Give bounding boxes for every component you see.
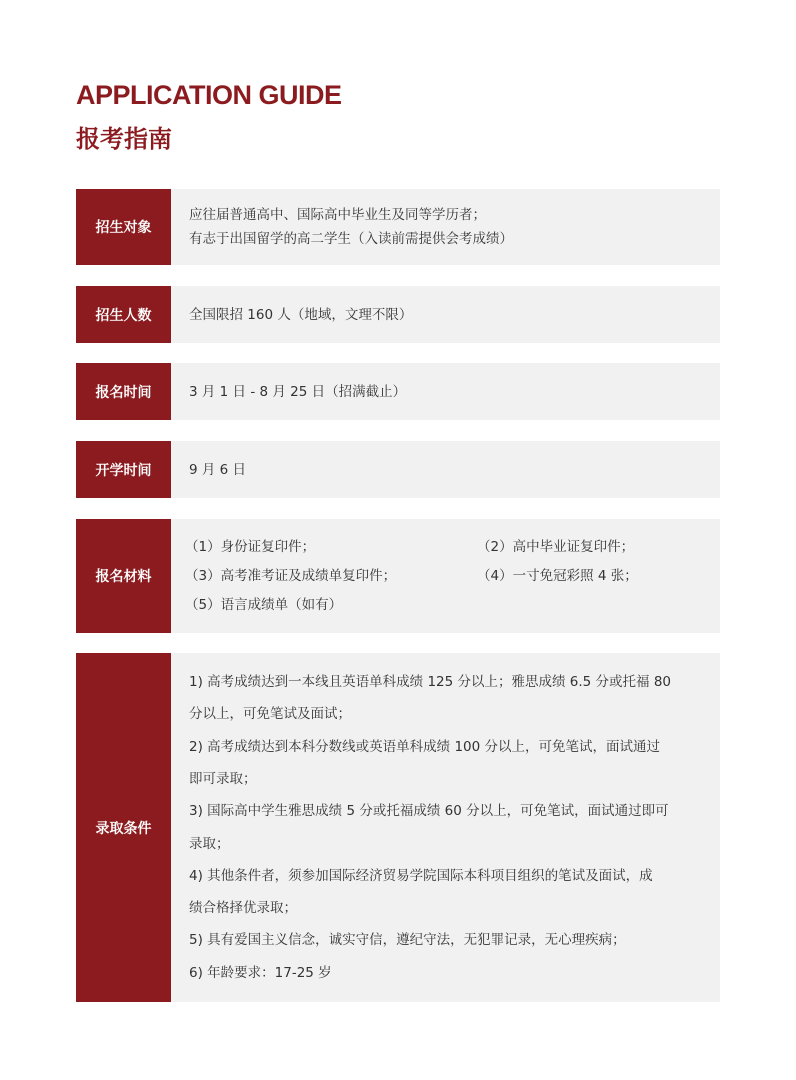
page-title-english: APPLICATION GUIDE [76,80,342,110]
requirement-line: 录取； [189,835,230,852]
requirement-line: 1) 高考成绩达到一本线且英语单科成绩 125 分以上；雅思成绩 6.5 分或托福 80 [189,674,672,691]
requirement-line: 2) 高考成绩达到本科分数线或英语单科成绩 100 分以上，可免笔试，面试通过 [189,738,660,755]
row-label: 开学时间 [76,441,171,498]
material-item: （4）一寸免冠彩照 4 张； [477,567,638,584]
requirement-line: 3) 国际高中学生雅思成绩 5 分或托福成绩 60 分以上，可免笔试，面试通过即可 [189,803,669,820]
row-text-line: 全国限招 160 人（地域，文理不限） [189,306,413,323]
row-label: 招生对象 [76,189,171,265]
requirement-line: 绩合格择优录取； [189,900,297,917]
requirement-line: 即可录取； [189,770,257,787]
row-text-line: 9 月 6 日 [189,461,247,478]
row-label: 录取条件 [76,653,171,1002]
row-content [171,189,720,265]
row-label: 报名时间 [76,363,171,420]
requirement-line: 5) 具有爱国主义信念，诚实守信，遵纪守法，无犯罪记录，无心理疾病； [189,932,626,949]
info-row-registration-period [76,363,720,420]
material-item: （5）语言成绩单（如有） [185,596,343,613]
info-row-admission-requirements [76,653,720,1002]
info-row-admission-target [76,189,720,265]
row-text-line: 应往届普通高中、国际高中毕业生及同等学历者； [189,207,486,223]
row-content [171,653,720,1002]
material-item: （1）身份证复印件； [185,538,316,555]
page-title-chinese: 报考指南 [76,125,172,153]
material-item: （2）高中毕业证复印件； [477,538,635,555]
materials-list [185,533,704,620]
material-item: （3）高考准考证及成绩单复印件； [185,567,397,584]
row-content [171,441,720,498]
info-row-school-start [76,441,720,498]
row-content [171,286,720,343]
row-content [171,519,720,633]
requirement-line: 4) 其他条件者，须参加国际经济贸易学院国际本科项目组织的笔试及面试，成 [189,867,653,884]
row-text-line: 有志于出国留学的高二学生（入读前需提供会考成绩） [189,231,513,247]
row-content [171,363,720,420]
row-label: 招生人数 [76,286,171,343]
row-label: 报名材料 [76,519,171,633]
row-text-line: 3 月 1 日 - 8 月 25 日（招满截止） [189,383,407,400]
info-row-application-materials [76,519,720,633]
requirement-line: 分以上，可免笔试及面试； [189,706,351,723]
info-row-enrollment-quota [76,286,720,343]
requirement-line: 6) 年龄要求：17-25 岁 [189,964,332,981]
